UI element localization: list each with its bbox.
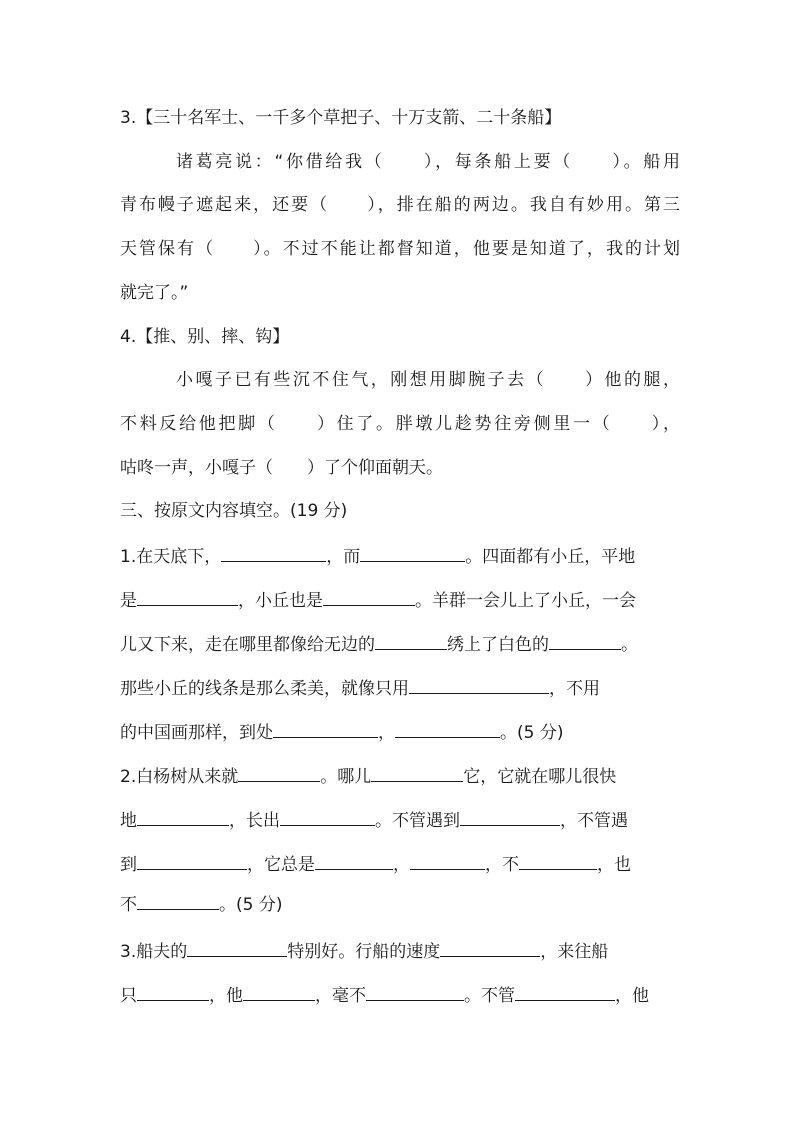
- text: 是: [120, 591, 137, 611]
- q3-line-3: 天管保有（ ）。不过不能让都督知道，他要是知道了，我的计划: [120, 239, 680, 259]
- text: ，他: [615, 986, 649, 1006]
- text: 的中国画那样，到处: [120, 723, 273, 743]
- text: 它，它就在哪儿很快: [463, 767, 617, 787]
- text: ，来往船: [540, 942, 609, 962]
- text: ，它总是: [247, 855, 315, 875]
- q3-header: 3.【三十名军士、一千多个草把子、十万支箭、二十条船】: [120, 108, 562, 128]
- blank-field[interactable]: [440, 938, 540, 957]
- text: 。(5 分): [500, 723, 564, 743]
- blank-field[interactable]: [137, 851, 247, 870]
- q3-line-1: 诸葛亮说：“你借给我（ ），每条船上要（ ）。船用: [176, 152, 680, 172]
- blank-field[interactable]: [515, 982, 615, 1001]
- q3-line-4: 就完了。”: [120, 283, 189, 303]
- q4-line-1: 小嘎子已有些沉不住气，刚想用脚腕子去（ ）他的腿，: [176, 370, 680, 390]
- blank-field[interactable]: [410, 851, 485, 870]
- blank-field[interactable]: [137, 891, 219, 910]
- blank-field[interactable]: [366, 982, 464, 1001]
- blank-field[interactable]: [137, 807, 229, 826]
- text: 绣上了白色的: [447, 635, 549, 655]
- text: ，不用: [549, 679, 600, 699]
- text: 。: [621, 635, 638, 655]
- text: ，不: [485, 855, 519, 875]
- text: 。羊群一会儿上了小丘，一会: [415, 591, 636, 611]
- p1-line-5: [120, 719, 680, 743]
- text: ，: [393, 855, 410, 875]
- blank-field[interactable]: [519, 851, 597, 870]
- blank-field[interactable]: [371, 763, 463, 782]
- text: ，而: [326, 547, 361, 567]
- blank-field[interactable]: [187, 938, 287, 957]
- blank-field[interactable]: [375, 631, 447, 650]
- blank-field[interactable]: [243, 982, 315, 1001]
- text: 不: [120, 895, 137, 915]
- text: 特别好。行船的速度: [287, 942, 441, 962]
- blank-field[interactable]: [460, 807, 560, 826]
- text: ，也: [597, 855, 631, 875]
- text: 只: [120, 986, 137, 1006]
- blank-field[interactable]: [137, 982, 209, 1001]
- blank-field[interactable]: [238, 763, 320, 782]
- blank-field[interactable]: [137, 587, 238, 606]
- text: ，小丘也是: [238, 591, 323, 611]
- q3-line-2: 青布幔子遮起来，还要（ ），排在船的两边。我自有妙用。第三: [120, 195, 680, 215]
- text: 1.在天底下，: [120, 547, 222, 567]
- text: 。不管遇到: [375, 811, 460, 831]
- blank-field[interactable]: [221, 543, 326, 562]
- p1-line-4: [120, 675, 680, 699]
- blank-field[interactable]: [280, 807, 375, 826]
- p2-line-1: [120, 763, 680, 787]
- text: ，不管遇: [560, 811, 628, 831]
- blank-field[interactable]: [395, 719, 500, 738]
- text: 。不管: [464, 986, 515, 1006]
- p2-line-2: [120, 807, 680, 831]
- p3-line-1: [120, 938, 680, 962]
- text: 。哪儿: [320, 767, 372, 787]
- text: ，长出: [229, 811, 280, 831]
- p1-line-2: [120, 587, 680, 611]
- q4-header: 4.【推、别、摔、钩】: [120, 327, 290, 347]
- text: ，: [378, 723, 395, 743]
- text: 2.白杨树从来就: [120, 767, 239, 787]
- p2-line-3: [120, 851, 680, 875]
- blank-field[interactable]: [315, 851, 393, 870]
- blank-field[interactable]: [409, 675, 549, 694]
- p2-line-4: [120, 891, 680, 915]
- text: 3.船夫的: [120, 942, 188, 962]
- text: 儿又下来，走在哪里都像给无边的: [120, 635, 375, 655]
- text: 。(5 分): [219, 895, 283, 915]
- text: 到: [120, 855, 137, 875]
- q4-line-3: 咕咚一声，小嘎子（ ）了个仰面朝天。: [120, 458, 443, 478]
- p3-line-2: [120, 982, 680, 1006]
- q4-line-2: 不料反给他把脚（ ）住了。胖墩儿趁势往旁侧里一（ ），: [120, 414, 680, 434]
- blank-field[interactable]: [323, 587, 415, 606]
- text: 那些小丘的线条是那么柔美，就像只用: [120, 679, 409, 699]
- p1-line-3: [120, 631, 680, 655]
- text: ，他: [209, 986, 243, 1006]
- blank-field[interactable]: [273, 719, 378, 738]
- section-title: 三、按原文内容填空。(19 分): [120, 501, 348, 521]
- p1-line-1: [120, 543, 680, 567]
- blank-field[interactable]: [549, 631, 621, 650]
- text: 地: [120, 811, 137, 831]
- text: ，毫不: [315, 986, 366, 1006]
- text: 。四面都有小丘，平地: [465, 547, 636, 567]
- blank-field[interactable]: [360, 543, 465, 562]
